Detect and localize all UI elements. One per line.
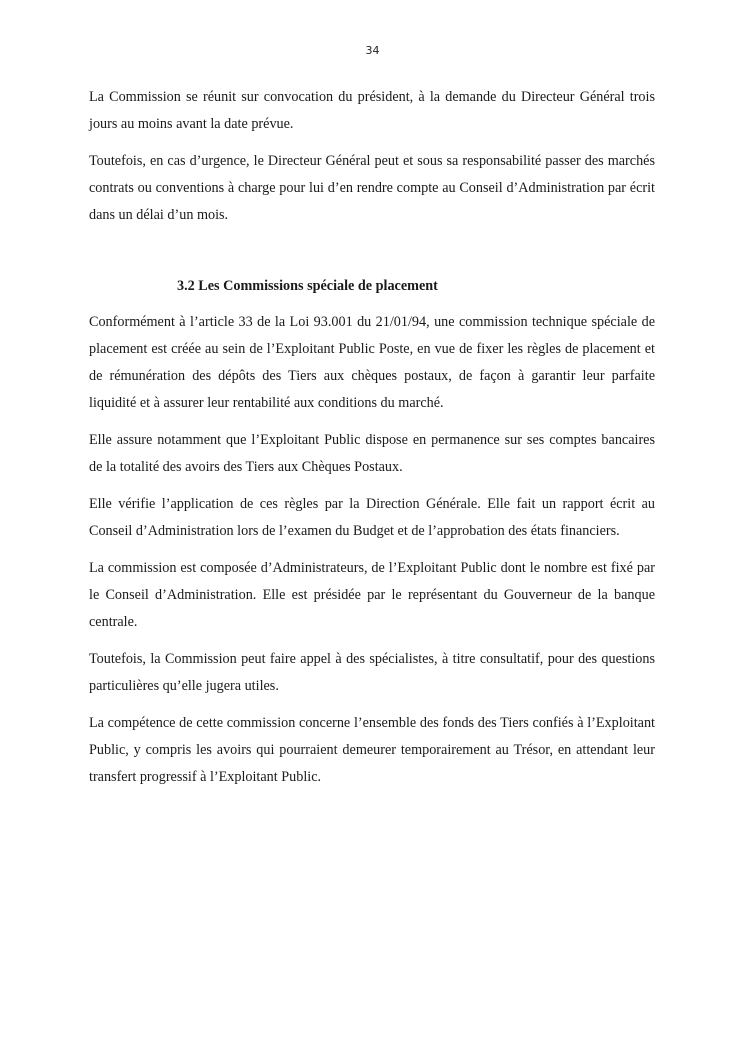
paragraph-competence: La compétence de cette commission concerne l’ensemble des fonds des Tiers confiés à l’Exploitant Public, y compris les avoirs qui pourraient demeurer temporairement au Trésor, en attendant leur transfert progressif à l’Exploitant Public. [89, 715, 655, 785]
paragraph-article-33: Conformément à l’article 33 de la Loi 93.001 du 21/01/94, une commission technique spéciale de placement est créée au sein de l’Exploitant Public Poste, en vue de fixer les règles de placement et de rémunération des dépôts des Tiers aux chèques postaux, de façon à garantir leur parfaite liquidité et à assurer leur rentabilité aux conditions du marché. [89, 314, 655, 411]
paragraph-verification: Elle vérifie l’application de ces règles par la Direction Générale. Elle fait un rapport écrit au Conseil d’Administration lors de l’examen du Budget et de l’approbation des états financiers. [89, 496, 655, 539]
paragraph-urgence: Toutefois, en cas d’urgence, le Directeur Général peut et sous sa responsabilité passer des marchés contrats ou conventions à charge pour lui d’en rendre compte au Conseil d’Administration par écrit dans un délai d’un mois. [89, 153, 655, 223]
paragraph-specialistes: Toutefois, la Commission peut faire appel à des spécialistes, à titre consultatif, pour des questions particulières qu’elle jugera utiles. [89, 651, 655, 694]
section-heading: 3.2 Les Commissions spéciale de placement [177, 278, 438, 294]
paragraph-composition: La commission est composée d’Administrateurs, de l’Exploitant Public dont le nombre est fixé par le Conseil d’Administration. Elle est présidée par le représentant du Gouverneur de la banque centrale. [89, 560, 655, 630]
paragraph-comptes-bancaires: Elle assure notamment que l’Exploitant Public dispose en permanence sur ses comptes bancaires de la totalité des avoirs des Tiers aux Chèques Postaux. [89, 432, 655, 475]
page-number: 34 [365, 44, 380, 57]
document-body [89, 84, 655, 801]
paragraph-convocation: La Commission se réunit sur convocation du président, à la demande du Directeur Général trois jours au moins avant la date prévue. [89, 89, 655, 132]
